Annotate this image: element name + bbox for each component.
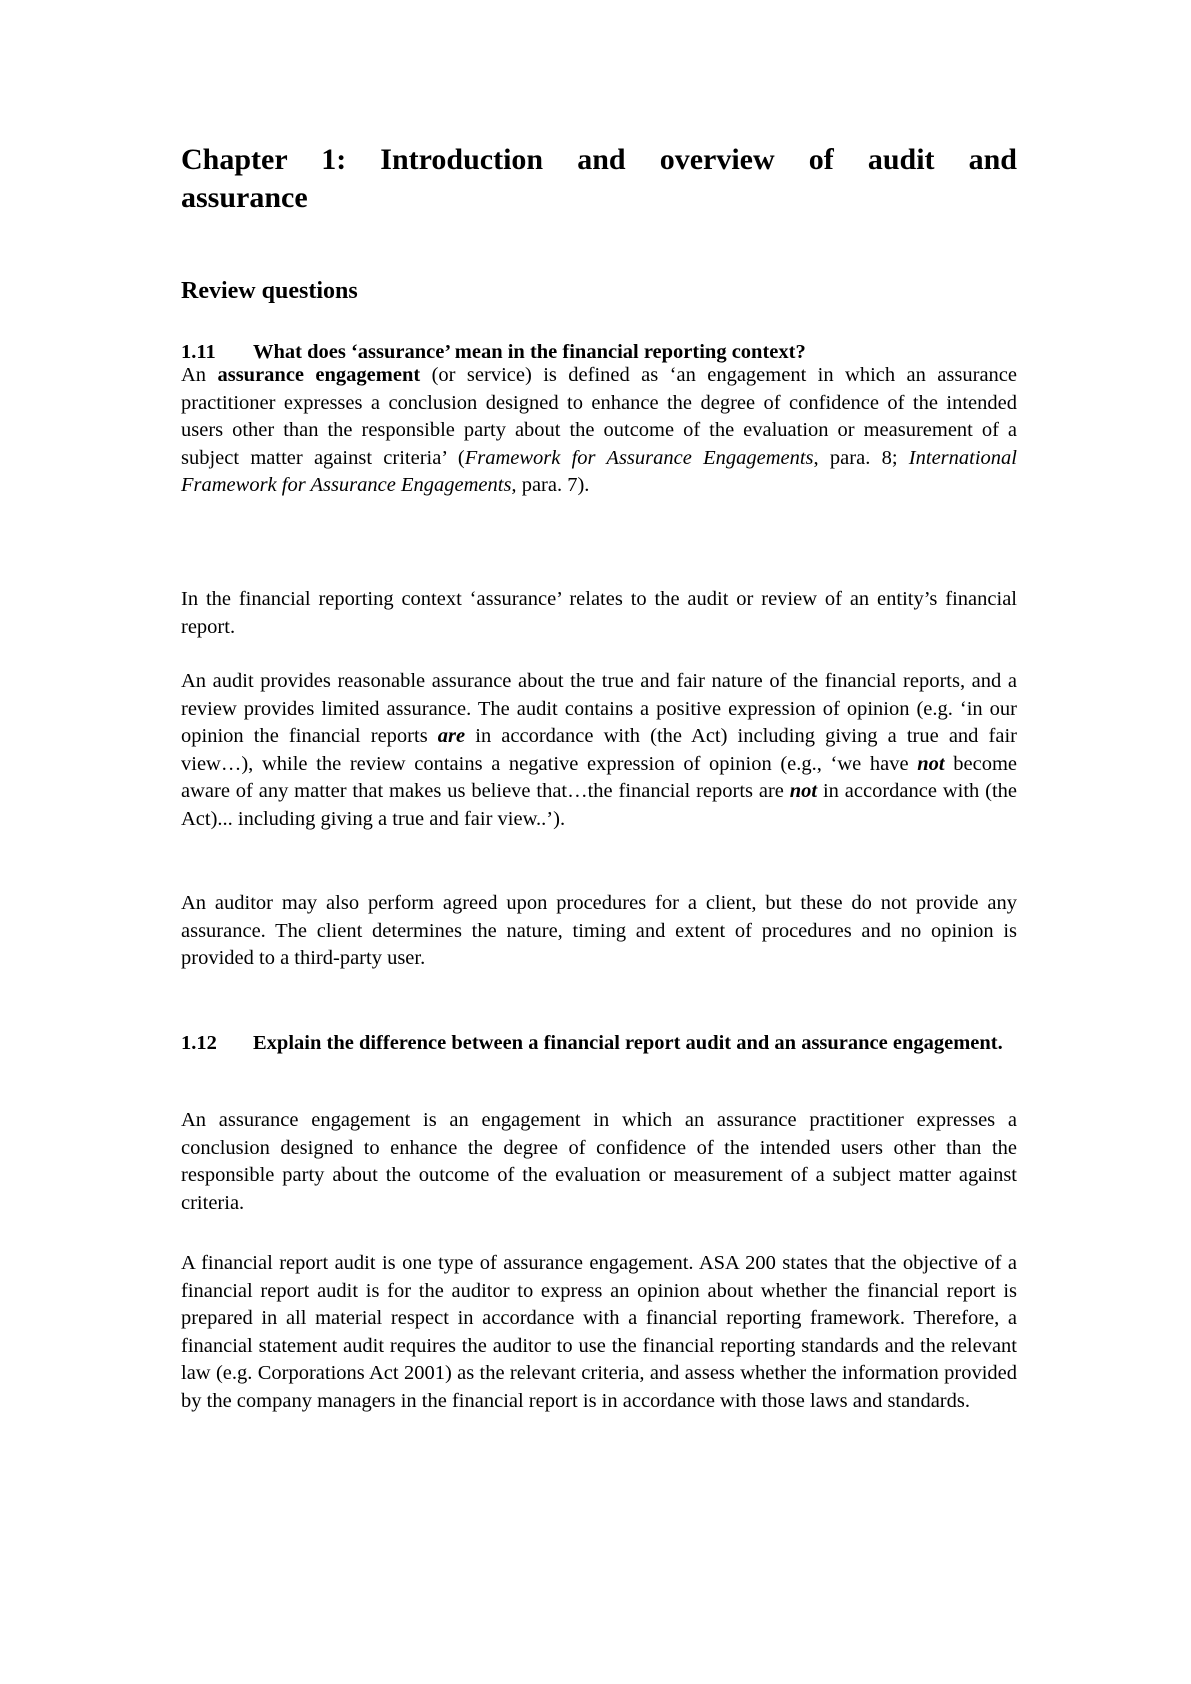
paragraph-financial-report-audit: A financial report audit is one type of assurance engagement. ASA 200 states that the objective of a financial report audit is for the auditor to express an opinion about whether the financial report is prepared in all material respect in accordance with a financial reporting framework. Therefore, a financial statement audit requires the auditor to use the financial reporting standards and the relevant law (e.g. Corporations Act 2001) as the relevant criteria, and assess whether the information provided by the company managers in the financial report is in accordance with those laws and standards. xyxy=(181,1252,1017,1412)
emphasis: are xyxy=(437,725,466,748)
chapter-title-line-2: assurance xyxy=(181,181,308,214)
text: become aware of any matter that makes us believe that…the financial reports are xyxy=(181,752,1017,803)
paragraph-agreed-procedures: An auditor may also perform agreed upon procedures for a client, but these do not provide any assurance. The client determines the nature, timing and extent of procedures and no opinion is provided to a third-party user. xyxy=(181,892,1017,970)
emphasis: not xyxy=(789,780,818,803)
text: An audit provides reasonable assurance about the true and fair nature of the financial reports, and a review provides limited assurance. The audit contains a positive expression of opinion (e.g. ‘in our opinion the financial reports xyxy=(181,670,1017,748)
bold-term: assurance engagement xyxy=(217,364,421,386)
emphasis: not xyxy=(917,752,945,775)
paragraph-audit-vs-review xyxy=(181,668,1017,834)
text: in accordance with (the Act) including giving a true and fair view…), while the review contains a negative expression of opinion (e.g., ‘we have xyxy=(181,725,1017,775)
citation-title: Framework for Assurance Engagements xyxy=(464,446,814,469)
question-text: Explain the difference between a financial report audit and an assurance engagement. xyxy=(253,1032,1003,1054)
paragraph-financial-context: In the financial reporting context ‘assurance’ relates to the audit or review of an entity’s financial report. xyxy=(181,588,1017,638)
paragraph-assurance-definition xyxy=(181,362,1017,500)
citation-title: International Framework for Assurance Engagements, xyxy=(181,446,1017,497)
text: (or service) is defined as ‘an engagement in which an assurance practitioner expresses a conclusion designed to enhance the degree of confidence of the intended users other than the responsible party about the outcome of the evaluation or measurement of a subject matter against criteria’ ( xyxy=(181,364,1017,469)
question-number: 1.11 xyxy=(181,341,216,363)
text: para. 7). xyxy=(516,474,590,497)
question-text: What does ‘assurance’ mean in the financial reporting context? xyxy=(253,341,806,363)
paragraph-assurance-engagement: An assurance engagement is an engagement in which an assurance practitioner expresses a conclusion designed to enhance the degree of confidence of the intended users other than the responsible party about the outcome of the evaluation or measurement of a subject matter against criteria. xyxy=(181,1109,1017,1214)
chapter-title xyxy=(181,141,1017,217)
text: in accordance with (the Act)... including giving a true and fair view..’). xyxy=(181,780,1017,830)
question-1-12-heading xyxy=(181,1030,1017,1057)
text: An xyxy=(181,364,218,386)
chapter-title-line-1: Chapter 1: Introduction and overview of audit and xyxy=(181,143,1017,176)
question-number: 1.12 xyxy=(181,1032,217,1054)
section-title: Review questions xyxy=(181,278,358,304)
text: , para. 8; xyxy=(813,446,909,469)
